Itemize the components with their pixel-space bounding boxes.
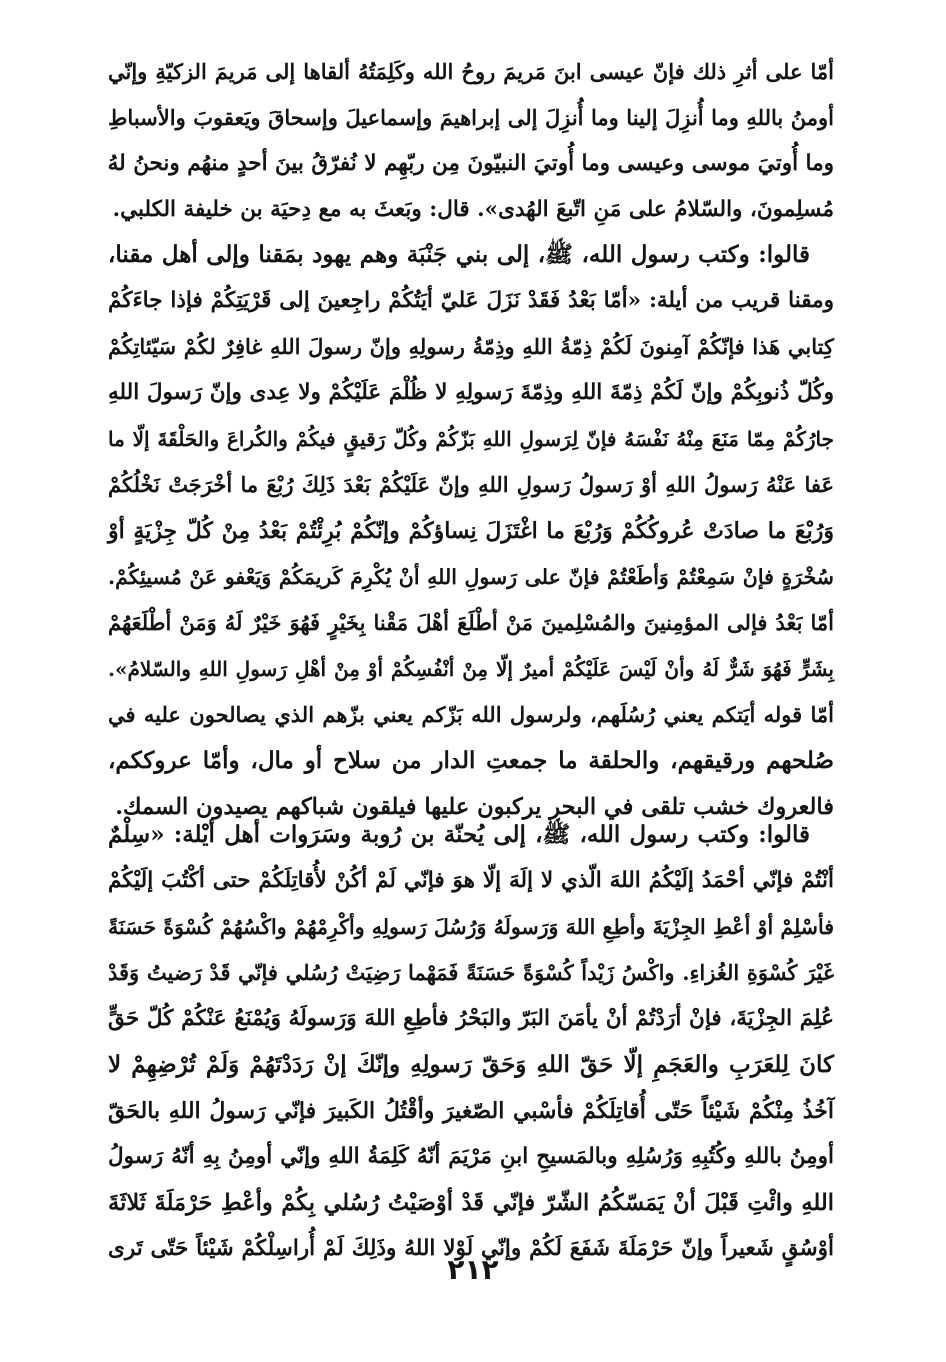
text-line: أمّا على أثرِ ذلك فإنّ عيسى ابنَ مَريمَ روحُ الله وكَلِمَتُهُ ألقاها إلى مَريمَ الزكيّةِ وإنّي — [108, 59, 834, 84]
text-line: وكُلّ ذُنوبِكُمْ وإنّ لَكُمْ ذِمّةَ اللهِ وذِمّةَ رَسولِهِ لا ظُلْمَ عَلَيْكُمْ ولا عِدى وإنّ رَسولَ اللهِ — [108, 380, 834, 405]
paragraph-2 — [108, 232, 834, 830]
text-line: أنْتُمْ فإنّي أحْمَدُ إلَيْكُمُ اللهَ الّذي لا إلَهَ إلّا هوَ فإنّي لَمْ أكُنْ لأُقاتِلَكُمْ حتى أكْتُبَ إلَيْكُمْ — [108, 868, 834, 893]
text-line: كِتابي هَذا فإنّكُمْ آمِنونَ لَكُمْ ذِمّةُ اللهِ وذِمّةُ رسولِهِ وإنّ رسولَ اللهِ غافِرٌ لكُمْ سَيّئاتِكُمْ — [108, 334, 834, 359]
text-line: سُخْرَةٍ فإنْ سَمِعْتُمْ وَأطَعْتُمْ فإنّ على رَسولِ اللهِ أنْ يُكْرِمَ كَريمَكُمْ وَيَعْفو عَنْ مُسيئِكُمْ. — [108, 565, 834, 589]
paragraph-1 — [108, 49, 834, 233]
text-line: اللهِ وائْتِ قَبْلَ أنْ يَمَسّكُمُ الشّرّ فإنّي قَدْ أوْصَيْتُ رُسُلي بِكُمْ وأعْطِ حَرْمَلَةَ ثَلاثَةَ — [108, 1190, 834, 1216]
text-line: وَرُبْعَ ما صادَتْ عُروكُكُمْ وَرُبْعَ ما اغْتَزَلَ نِساؤكُمْ وإنّكُمْ بُرِئْتُمْ بَعْدُ مِنْ كُلّ جِزْيَةٍ أوْ — [108, 518, 834, 544]
text-line: آخُذُ مِنْكُمْ شَيْئاً حَتّى أُقاتِلَكُمْ فأسْبي الصّغيرَ وأقْتُلُ الكَبيرَ فإنّي رَسولُ اللهِ بالحَقّ — [108, 1098, 834, 1124]
text-line: أمّا بَعْدُ فإلى المؤمِنينَ والمُسْلِمينَ مَنْ أطْلَعَ أهْلَ مَقْنا بِخَيْرٍ فَهُوَ خَيْرٌ لَهُ وَمَنْ أطْلَعَهُمْ — [108, 610, 834, 635]
text-line: وما أُوتيَ موسى وعيسى وما أُوتيَ النبيّونَ مِن ربّهِم لا نُفرّقُ بينَ أحدٍ منهُم ونحنُ لهُ — [107, 151, 834, 176]
page-number: ٢١٢ — [447, 1253, 499, 1286]
text-line: قالوا: وكتب رسول الله، ﷺ، إلى بني جَنْبَة وهم يهود بمَقنا وإلى أهل مقنا، — [108, 241, 810, 268]
text-line: مُسلِمونَ، والسّلامُ على مَنِ اتّبعَ الهُدى». قال: وبَعثَ به مع دِحيَة بن خليفة الكلبي. — [112, 197, 834, 222]
text-line: ومقنا قريب من أيلة: «أمّا بَعْدُ فَقَدْ نَزَلَ عَليّ أيَتُكُمْ راجِعينَ إلى قَرْيَتِكُمْ فإذا جاءَكُمْ — [108, 288, 834, 313]
text-line: عَفا عَنْهُ رَسولُ اللهِ أوْ رَسولُ رَسولِ اللهِ وإنّ عَلَيْكُمْ بَعْدَ ذَلِكَ رُبْعَ ما أخْرَجَتْ نَخْلُكُمْ — [108, 472, 834, 497]
paragraph-3 — [108, 812, 834, 1272]
text-line: عُلِمَ الجِزْيَةَ، فإنْ أرَدْتُمْ أنْ يأمَنَ البَرّ والبَحْرُ فأطِعِ اللهَ وَرَسولَهُ وَيُمْنَعُ عَنْكُمْ كُلّ حَقٍّ — [108, 1006, 834, 1031]
text-line: غَيْرَ كُسْوَةِ الغُزاءِ. واكْسُ زَيْداً كُسْوَةً حَسَنَةً فَمَهْما رَضِيَتْ رُسُلي فإنّي قَدْ رَضيتُ وَقَدْ — [108, 960, 834, 985]
text-line: أوْسُقٍ شَعيراً وإنّ حَرْمَلَةَ شَفَعَ لَكُمْ وإنّي لَوْلا اللهُ وذَلِكَ لَمْ أُراسِلْكُمْ شَيْئاً حَتّى تَرى — [108, 1236, 834, 1261]
text-line: أمّا قوله أيَتكم يعني رُسُلَهم، ولرسول الله بَزّكم يعني بزّهم الذي يصالحون عليه في — [108, 702, 834, 727]
text-line: فأسْلِمْ أوْ أعْطِ الجِزْيَةَ وأطِعِ اللهَ وَرَسولَهُ وَرُسُلَ رَسولِهِ وأكْرِمْهُمْ واكْسُهُمْ كُسْوَةً حَسَنَةً — [108, 915, 834, 939]
text-line: أومِنُ باللهِ وكُتُبِهِ وَرُسُلِهِ وبالمَسيحِ ابنِ مَرْيَمَ أنّهُ كَلِمَةُ اللهِ وإنّي أومِنُ بِهِ أنّهُ رَسولُ — [108, 1144, 834, 1169]
text-line: كانَ لِلعَرَبِ والعَجَمِ إلّا حَقّ اللهِ وَحَقّ رَسولِهِ وإنّكَ إنْ رَدَدْتَهُمْ وَلَمْ تُرْضِهِمْ لا — [108, 1051, 834, 1078]
text-line: جارُكُمْ مِمّا مَنَعَ مِنْهُ نَفْسَهُ فإنّ لِرَسولِ اللهِ بَزّكُمْ وكُلّ رَقيقٍ فيكُمْ والكُراعَ والحَلْقَةَ إلّا ما — [108, 427, 834, 451]
text-line: فالعروك خشب تلقى في البحر يركبون عليها فيلقون شباكهم يصيدون السمك. — [115, 794, 834, 820]
text-line: أومنُ باللهِ وما أُنزِلَ إلينا وما أُنزِلَ إلى إبراهيمَ وإسماعيلَ وإسحاقَ ويَعقوبَ والأسباطِ — [108, 105, 834, 130]
text-line: صُلحهم ورقيقهم، والحلقة ما جمعتِ الدار من سلاح أو مال، وأمّا عروككم، — [108, 747, 834, 774]
text-line: بِشَرٍّ فَهُوَ شَرٌّ لَهُ وأنْ لَيْسَ عَلَيْكُمْ أميرٌ إلّا مِنْ أنْفُسِكُمْ أوْ مِنْ أهْلِ رَسولِ اللهِ والسّلامُ». — [108, 657, 834, 681]
text-line: قالوا: وكتب رسول الله، ﷺ، إلى يُحنّة بن رُوبة وسَرَوات أهل أيْلة: «سِلْمٌ — [108, 821, 810, 848]
